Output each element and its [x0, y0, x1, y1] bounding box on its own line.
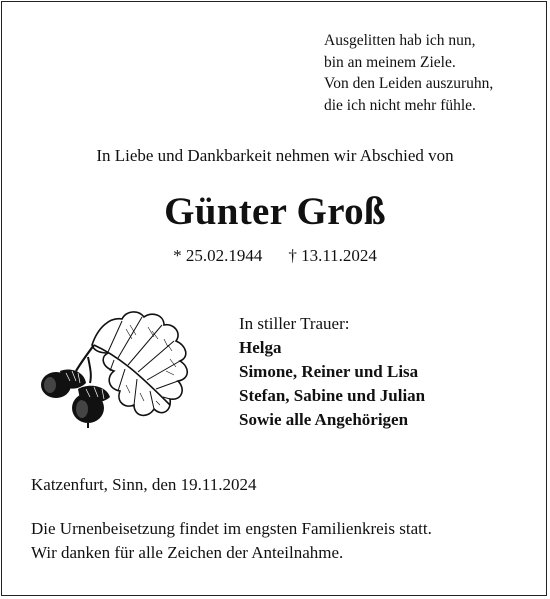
place-date: Katzenfurt, Sinn, den 19.11.2024 [31, 475, 257, 494]
life-dates [0, 245, 550, 267]
birth-date: * 25.02.1944 [173, 246, 263, 265]
poem [324, 30, 534, 116]
mourner-name: Simone, Reiner und Lisa [239, 362, 419, 381]
deceased-name: Günter Groß [164, 190, 386, 233]
closing-line: Die Urnenbeisetzung findet im engsten Familienkreis statt. [31, 519, 432, 538]
closing-line: Wir danken für alle Zeichen der Anteilnahme. [31, 543, 344, 562]
intro-text: In Liebe und Dankbarkeit nehmen wir Abschied von [96, 146, 454, 165]
mourner-name: Helga [239, 338, 282, 357]
poem-line: Ausgelitten hab ich nun, [324, 32, 476, 49]
poem-line: bin an meinem Ziele. [324, 53, 456, 71]
mourner-name: Sowie alle Angehörigen [239, 410, 409, 429]
mourner-name: Stefan, Sabine und Julian [239, 386, 426, 405]
death-date: † 13.11.2024 [288, 246, 377, 265]
poem-line: Von den Leiden auszuruhn, [324, 75, 494, 92]
mourners-heading: In stiller Trauer: [239, 314, 350, 333]
mourners-list [239, 312, 539, 432]
closing-text [31, 517, 432, 565]
poem-line: die ich nicht mehr fühle. [324, 96, 476, 114]
oak-leaf-acorns-icon [30, 305, 225, 435]
